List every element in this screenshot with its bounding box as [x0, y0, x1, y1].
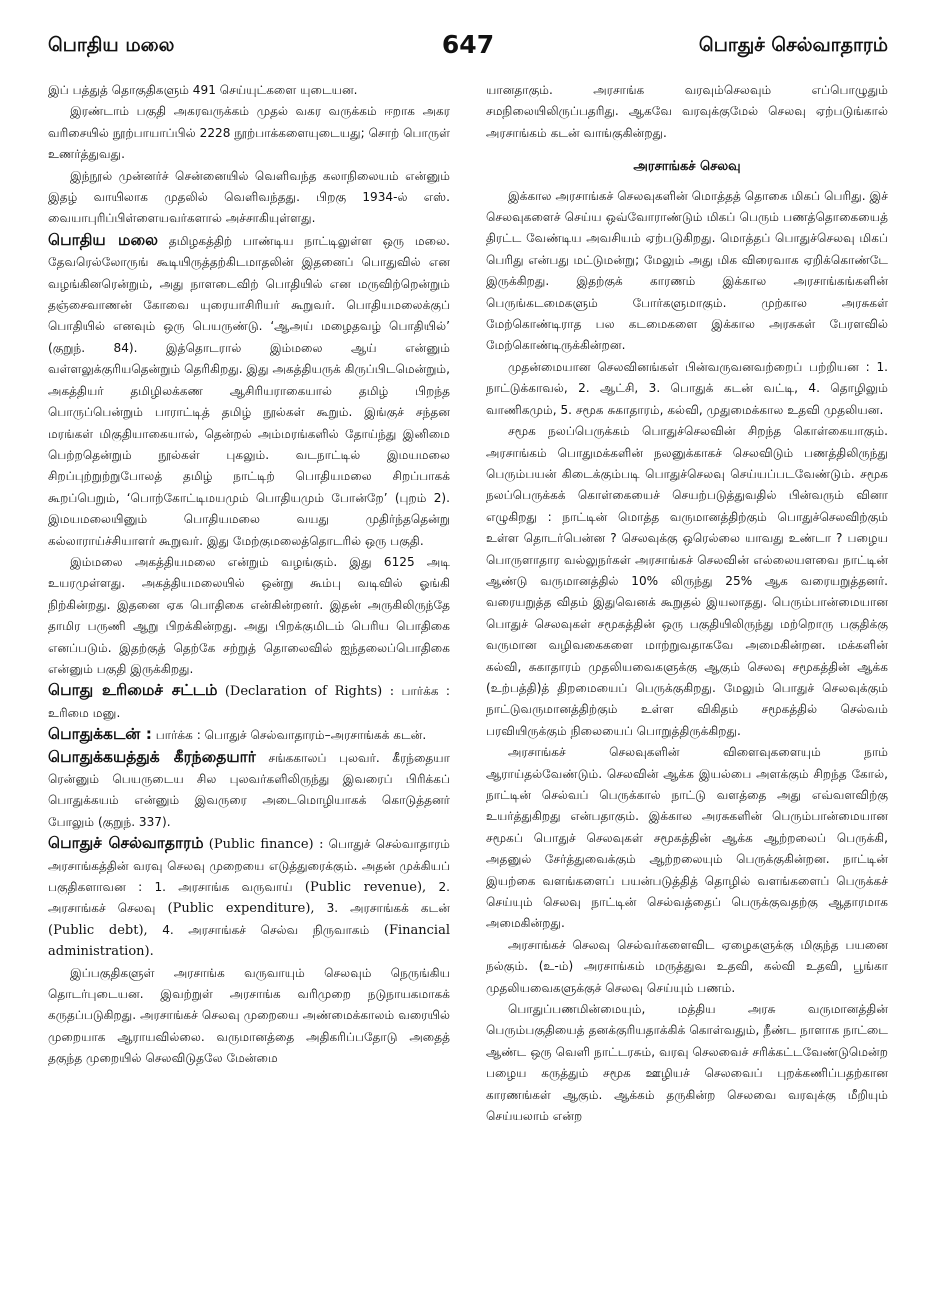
entry-english-term: (Declaration of Rights) : [224, 684, 395, 700]
running-head-right: பொதுச் செல்வாதாரம் [698, 34, 888, 56]
entry-body: தமிழகத்திற் பாண்டிய நாட்டிலுள்ள ஒரு மலை. தேவரெல்லோருங் கூடியிருத்தற்கிடமாதலின் இதனைப் பொதுவில் என வழங்கினரென்றும், அது நாளடைவிற் பொதியில் என மருவிற்றென்றும் தஞ்சைவாணன் கோவை யுரையாசிரியர் கூறுவர். பொதியமலைக்குப் பொதியில் எனவும் ஒரு பெயருண்டு. ‘ஆஅய் மழைதவழ் பொதியில்’ (குறுந். 84). இத்தொடரால் இம்மலை ஆய் என்னும் வள்ளலுக்குரியதென்றும் தெரிகிறது. இது அகத்தியருக் கிருப்பிடமென்றும், அகத்தியர் தமிழிலக்கண ஆசிரியராகையால் தமிழ் பிறந்த பொருப்பென்றும் பாராட்டித் தமிழ் நூல்கள் கூறும். இங்குச் சந்தன மரங்கள் மிகுதியாகையால், தென்றல் அம்மரங்களில் தோய்ந்து இனிமை பெற்றதென்றும் நூல்கள் புகலும். வடநாட்டில் இமயமலை சிறப்புற்றுற்றுபோலத் தமிழ் நாட்டிற் பொதியமலை சிறப்பாகக் கூறப்பெறும், ‘பொற்கோட்டிமயமும் பொதியமும் போன்றே’ (புறம் 2). இமயமலையினும் பொதியமலை வயது முதிர்ந்ததென்று கல்லாராய்ச்சியாளர் கூறுவர். இது மேற்குமலைத்தொடரில் ஒரு பகுதி. [48, 233, 450, 548]
entry-english-term: (Public finance) : [208, 837, 324, 853]
paragraph: முதன்மையான செலவினங்கள் பின்வருவனவற்றைப் பற்றியன : 1. நாட்டுக்காவல், 2. ஆட்சி, 3. பொதுக் கடன் வட்டி, 4. தொழிலும் வாணிகமும், 5. சமூக சுகாதாரம், கல்வி, முதுமைக்கால உதவி முதலியன. [486, 359, 888, 417]
entry-body: 3. அரசாங்கக் கடன் [326, 901, 451, 916]
paragraph: இந்நூல் முன்னர்ச் சென்னையில் வெளிவந்த கலாநிலையம் என்னும் இதழ் வாயிலாக முதலில் வெளிவந்தது. பிறகு 1934-ல் எஸ். வையாபுரிப்பிள்ளையவர்களால் அச்சாகியுள்ளது. [48, 168, 450, 226]
paragraph: இக்கால அரசாங்கச் செலவுகளின் மொத்தத் தொகை மிகப் பெரிது. இச் செலவுகளைச் செய்ய ஒவ்வோராண்டும் மிகப் பெரும் பணத்தொகையைத் திரட்ட வேண்டிய அவசியம் ஏற்படுகிறது. மொத்தப் பொதுச்செலவு மிகப் பெரிது என்பது மட்டுமன்று; மேலும் அது மிக விரைவாக ஏறிக்கொண்டே இருக்கிறது. இதற்குக் காரணம் இக்கால அரசாங்கங்களின் பெருங்கடமைகளும் போர்களுமாகும். முற்கால அரசுகள் மேற்கொண்டிராத பல கடமைகளை இக்கால அரசுகள் பேரளவில் மேற்கொண்டிருக்கின்றன. [486, 188, 888, 353]
paragraph: சமூக நலப்பெருக்கம் பொதுச்செலவின் சிறந்த கொள்கையாகும். அரசாங்கம் பொதுமக்களின் நலனுக்காகச் செலவிடும் பணத்திலிருந்து பெரும்பயன் கிடைக்கும்படி பொதுச்செலவு செய்யப்படவேண்டும். சமூக நலப்பெருக்கக் கொள்கையைச் செயற்படுத்துவதில் பின்வரும் வினா எழுகிறது : நாட்டின் மொத்த வருமானத்திற்கும் பொதுச்செலவிற்கும் உள்ள தொடர்பென்ன ? செலவுக்கு ஒரெல்லை யாவது உண்டா ? பழைய பொருளாதார வல்லுநர்கள் அரசாங்கச் செலவின் எல்லையளவை நாட்டின் ஆண்டு வருமானத்தில் 10% லிருந்து 25% ஆக வரையறுத்தனர். வரையறுத்த விதம் இதுவெனக் கூறுதல் இயலாதது. பெரும்பான்மையான பொதுச் செலவுகள் சமூகத்தின் ஒரு பகுதியிலிருந்து மற்றொரு பகுதிக்கு வருமான வழிவகைகளை மாற்றுவதாகவே அமைகின்றன. மக்களின் கல்வி, சுகாதாரம் முதலியவைகளுக்கு ஆகும் செலவு சமூகத்தின் ஆக்க (உற்பத்தி)த் திறமையைப் பெருக்குகிறது. மேலும் பொதுச் செலவுக்கும் நாட்டுவருமானத்திற்கும் உள்ள விகிதம் சமூகத்தில் செல்வம் பரவியிருக்கும் நிலையைப் பொறுத்திருக்கிறது. [486, 424, 888, 738]
entry-body: சங்ககாலப் புலவர். கீரந்தையா ரென்னும் பெயருடைய சில புலவர்களிலிருந்து இவரைப் பிரிக்கப் பொதுக்கயம் என்னும் இவருரை அடைமொழியாகக் கொடுத்தனர் போலும் (குறுந். 337). [48, 750, 450, 829]
entry-pothiya-malai [48, 230, 450, 552]
entry-body: 4. அரசாங்கச் செல்வ நிருவாகம் [162, 922, 370, 937]
entry-body: பொதுச் செல்வாதாரம் அரசாங்கத்தின் வரவு செலவு முறையை எடுத்துரைக்கும். அதன் முக்கியப் பகுதிகளாவன : 1. அரசாங்க வருவாய் [48, 837, 450, 895]
entry-body: 2. அரசாங்கச் செலவு [48, 880, 450, 916]
entry-public-finance [48, 833, 450, 962]
paragraph: அரசாங்கச் செலவு செல்வர்களைவிட ஏழைகளுக்கு மிகுந்த பயனை நல்கும். (உ-ம்) அரசாங்கம் மருத்துவ உதவி, கல்வி உதவி, பூங்கா முதலியவைகளுக்குச் செலவு செய்யும் பணம். [486, 937, 888, 995]
paragraph: இப் பத்துத் தொகுதிகளும் 491 செய்யுட்களை யுடையன. [48, 83, 358, 97]
english-term: (Public expenditure), [167, 901, 315, 917]
paragraph: யானதாகும். அரசாங்க வரவும்செலவும் எப்பொழுதும் சமநிலையிலிருப்பதரிது. ஆகவே வரவுக்குமேல் செலவு ஏற்படுங்கால் அரசாங்கம் கடன் வாங்குகின்றது. [486, 83, 888, 140]
paragraph: இரண்டாம் பகுதி அகரவருக்கம் முதல் வகர வருக்கம் ஈறாக அகர வரிசையில் நூற்பாயாப்பில் 2228 நூற்பாக்களையுடையது; சொற் பொருள் உணர்த்துவது. [48, 104, 450, 162]
section-heading: அரசாங்கச் செலவு [633, 159, 741, 175]
paragraph: இப்பகுதிகளுள் அரசாங்க வருவாயும் செலவும் நெருங்கிய தொடர்புடையன. இவற்றுள் அரசாங்க வரிமுறை நடுநாயகமாகக் கருதப்படுகிறது. அரசாங்கச் செலவு முறையை அண்மைக்காலம் வரையில் முறையாக ஆராயவில்லை. வருமானத்தை அதிகரிப்பதோடு அதைத் தகுந்த முறையில் செலவிடுதலே மேன்மை [48, 965, 450, 1066]
entry-cross-reference: பார்க்க : பொதுச் செல்வாதாரம்–அரசாங்கக் கடன். [155, 728, 427, 743]
entry-headword: பொதிய மலை [48, 230, 159, 249]
paragraph: இம்மலை அகத்தியமலை என்றும் வழங்கும். இது 6125 அடி உயரமுள்ளது. அகத்தியமலையில் ஒன்று கூம்பு வடிவில் ஓங்கி நிற்கின்றது. இதனை ஏக பொதிகை என்கின்றனர். இதன் அருகிலிருந்தே தாமிர பருணி ஆறு பிறக்கின்றது. அது பிறக்குமிடம் பெரிய பொதிகை எனப்படும். இதற்குத் தெற்கே சற்றுத் தொலைவில் ஐந்தலைப்பொதிகை என்னும் பகுதி இருக்கிறது. [48, 554, 450, 676]
left-column [48, 80, 450, 1128]
page-header [48, 30, 888, 74]
text-columns [48, 80, 888, 1128]
running-head-left: பொதிய மலை [48, 34, 175, 56]
entry-headword: பொது உரிமைச் சட்டம் [48, 681, 218, 700]
page-number: 647 [441, 30, 495, 59]
entry-pothu-kadan [48, 724, 450, 746]
english-term: (Financial administration). [48, 922, 450, 960]
entry-cross-reference: பார்க்க : உரிமை மனு. [48, 684, 450, 720]
entry-headword: பொதுக்கயத்துக் கீரந்தையார் [48, 747, 256, 766]
right-column [486, 80, 888, 1128]
entry-pothu-urimai [48, 680, 450, 724]
english-term: (Public debt), [48, 922, 148, 938]
entry-keeranthaiyar [48, 747, 450, 834]
entry-headword: பொதுச் செல்வாதாரம் [48, 834, 204, 853]
paragraph: பொதுப்பணமின்மையும், மத்திய அரசு வருமானத்தின் பெரும்பகுதியைத் தனக்குரியதாக்கிக் கொள்வதும், நீண்ட நாளாக நாட்டை ஆண்ட ஒரு வெளி நாட்டரசும், வரவு செலவைச் சரிக்கட்டவேண்டுமென்ற பழைய கருத்தும் சமூக ஊழியச் செலவைப் புறக்கணிப்பதற்கான காரணங்கள் ஆகும். ஆக்கம் தருகின்ற செலவை வரவுக்கு மீறியும் செய்யலாம் என்ற [486, 1002, 888, 1124]
entry-headword: பொதுக்கடன் : [48, 725, 152, 744]
english-term: (Public revenue), [304, 880, 427, 896]
paragraph: அரசாங்கச் செலவுகளின் விளைவுகளையும் நாம் ஆராய்தல்வேண்டும். செலவின் ஆக்க இயல்பை அளக்கும் சிறந்த கோல், நாட்டின் செல்வப் பெருக்கால் நாட்டு வளத்தை அது எவ்வளவிற்கு உயர்த்துகிறது என்பதாகும். இக்கால அரசுகளின் பெரும்பான்மையான சமூகப் பொதுச் செலவுகள் சமூகத்தின் ஆக்க ஆற்றலைப் பெருக்கி, அதனுல் சேர்த்துவைக்கும் ஆற்றலையும் பெருக்குகின்றன. நாட்டின் இயற்கை வளங்களைப் பயன்படுத்தித் தொழில் வளங்களைப் பெருக்கச் செய்யும் செலவு நாட்டின் செல்வத்தைப் பெருக்குவதற்கு ஆதாரமாக அமைகின்றது. [486, 745, 888, 931]
